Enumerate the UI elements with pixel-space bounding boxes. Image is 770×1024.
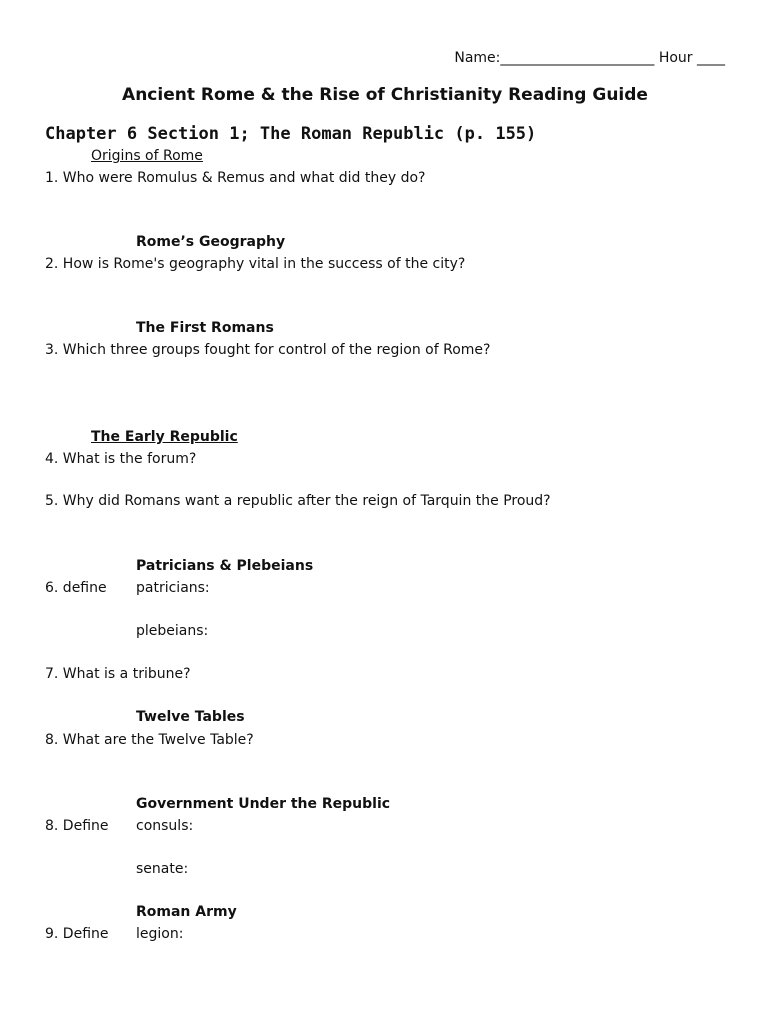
chapter-heading: Chapter 6 Section 1; The Roman Republic (p. 155) xyxy=(45,124,537,144)
question-8b-label: 8. Define xyxy=(45,818,109,834)
section-heading-early-republic: The Early Republic xyxy=(91,429,238,445)
question-5: 5. Why did Romans want a republic after the reign of Tarquin the Proud? xyxy=(45,493,551,509)
section-heading-roman-army: Roman Army xyxy=(136,904,237,920)
question-1: 1. Who were Romulus & Remus and what did they do? xyxy=(45,170,426,186)
section-heading-geography: Rome’s Geography xyxy=(136,234,286,250)
question-8: 8. What are the Twelve Table? xyxy=(45,732,254,748)
section-heading-origins: Origins of Rome xyxy=(91,148,203,164)
section-heading-first-romans: The First Romans xyxy=(136,320,274,336)
section-heading-patricians-plebeians: Patricians & Plebeians xyxy=(136,558,314,574)
name-hour-line: Name:______________________ Hour ____ xyxy=(454,50,725,66)
term-consuls: consuls: xyxy=(136,818,194,834)
term-legion: legion: xyxy=(136,926,184,942)
question-3: 3. Which three groups fought for control of the region of Rome? xyxy=(45,342,491,358)
question-7: 7. What is a tribune? xyxy=(45,666,191,682)
question-6-label: 6. define xyxy=(45,580,107,596)
term-senate: senate: xyxy=(136,861,189,877)
question-9-label: 9. Define xyxy=(45,926,109,942)
question-2: 2. How is Rome's geography vital in the success of the city? xyxy=(45,256,466,272)
section-heading-government: Government Under the Republic xyxy=(136,796,391,812)
section-heading-twelve-tables: Twelve Tables xyxy=(136,709,245,725)
term-plebeians: plebeians: xyxy=(136,623,209,639)
term-patricians: patricians: xyxy=(136,580,210,596)
question-4: 4. What is the forum? xyxy=(45,451,197,467)
page-title: Ancient Rome & the Rise of Christianity Reading Guide xyxy=(122,85,648,105)
